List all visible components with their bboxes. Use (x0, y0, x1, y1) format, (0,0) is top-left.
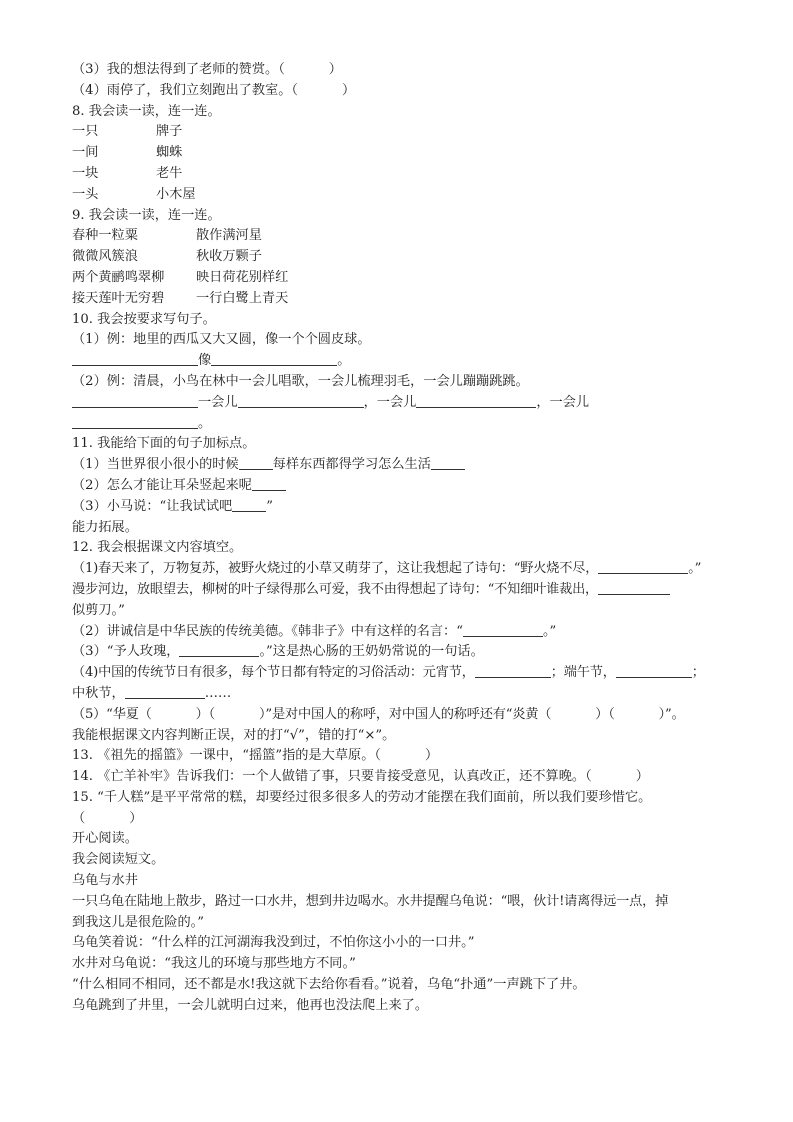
reading-paragraph: 一只乌龟在陆地上散步，路过一口水井，想到井边喝水。水井提醒乌龟说：“喂，伙计!请离得远一点，掉 (72, 893, 669, 909)
judge-intro: 我能根据课文内容判断正误，对的打“√”，错的打“×”。 (72, 727, 396, 743)
q8-row: 一只 牌子 (72, 124, 183, 140)
answer-blank[interactable] (238, 393, 364, 408)
answer-blank[interactable] (211, 351, 337, 366)
q12-title: 12. 我会根据课文内容填空。 (72, 540, 243, 556)
reading-paragraph: “什么相同不相同，还不都是水!我这就下去给你看看。”说着，乌龟“扑通”一声跳下了井。 (72, 977, 586, 993)
answer-blank[interactable] (72, 393, 198, 408)
q12-item1-line3: 似剪刀。” (72, 602, 125, 618)
q12-item4-line2: 中秋节， …… (72, 685, 232, 701)
q14: 14. 《亡羊补牢》告诉我们：一个人做错了事，只要肯接受意见，认真改正，还不算晚。（ ） (72, 769, 649, 785)
q10-title: 10. 我会按要求写句子。 (72, 311, 216, 327)
q9-row: 接天莲叶无穷碧 一行白鹭上青天 (72, 290, 289, 306)
answer-blank[interactable] (463, 622, 543, 637)
reading-paragraph: 到我这儿是很危险的。” (72, 914, 205, 930)
q9-row: 微微风簇浪 秋收万颗子 (72, 249, 262, 265)
q11-item1: （1）当世界很小很小的时候 每样东西都得学习怎么生活 (72, 455, 732, 476)
q8-row: 一间 蜘蛛 (72, 145, 183, 161)
q11-item2: （2）怎么才能让耳朵竖起来呢 (72, 476, 732, 497)
q12-item4-line1: （4)中国的传统节日有很多，每个节日都有特定的习俗活动：元宵节， ；端午节， ； (72, 665, 705, 681)
answer-blank[interactable] (179, 642, 259, 657)
section-reading: 开心阅读。 (72, 831, 138, 847)
q11-item3: （3）小马说：“让我试试吧 ” (72, 498, 273, 514)
q10-answer1: 像 。 (72, 351, 732, 372)
q10-answer2-cont: 。 (72, 414, 732, 435)
answer-blank[interactable] (616, 663, 692, 678)
q9-title: 9. 我会读一读，连一连。 (72, 207, 221, 223)
q15-answer: （ ） (72, 810, 143, 826)
reading-title: 乌龟与水井 (72, 873, 138, 889)
reading-paragraph: 乌龟笑着说：“什么样的江河湖海我没到过，不怕你这小小的一口井。” (72, 935, 475, 951)
punctuation-blank[interactable] (239, 455, 273, 470)
q9-row: 两个黄鹂鸣翠柳 映日荷花别样红 (72, 269, 289, 285)
punctuation-blank[interactable] (252, 476, 286, 491)
q8-title: 8. 我会读一读，连一连。 (72, 103, 221, 119)
q12-item2: （2）讲诚信是中华民族的传统美德。《韩非子》中有这样的名言：“ 。” (72, 623, 557, 639)
q9-row: 春种一粒粟 散作满河星 (72, 228, 262, 244)
section-ability: 能力拓展。 (72, 519, 138, 535)
answer-blank[interactable] (416, 393, 536, 408)
q12-item5: （5）“华夏（ ）（ ）”是对中国人的称呼，对中国人的称呼还有“炎黄（ ）（ ）”。 (72, 706, 685, 722)
answer-blank[interactable] (598, 559, 688, 574)
q10-example2: （2）例：清晨，小鸟在林中一会儿唱歌，一会儿梳理羽毛，一会儿蹦蹦跳跳。 (72, 373, 529, 389)
q13: 13. 《祖先的摇篮》一课中，“摇篮”指的是大草原。（ ） (72, 748, 439, 764)
worksheet-page (72, 60, 732, 1017)
punctuation-blank[interactable] (232, 497, 266, 512)
reading-intro: 我会阅读短文。 (72, 852, 165, 868)
q15: 15. “千人糕”是平平常常的糕，却要经过很多很多人的劳动才能摆在我们面前，所以我们要珍惜它。 (72, 789, 652, 805)
q10-answer2: 一会儿 ，一会儿 ，一会儿 (72, 393, 732, 414)
answer-blank[interactable] (598, 580, 670, 595)
q8-row: 一块 老牛 (72, 165, 183, 181)
q8-row: 一头 小木屋 (72, 186, 196, 202)
answer-blank[interactable] (72, 414, 198, 429)
q7-item4: （4）雨停了，我们立刻跑出了教室。（ ） (72, 82, 356, 98)
punctuation-blank[interactable] (431, 455, 465, 470)
q10-example1: （1）例：地里的西瓜又大又圆，像一个个圆皮球。 (72, 332, 371, 348)
reading-paragraph: 乌龟跳到了井里，一会儿就明白过来，他再也没法爬上来了。 (72, 997, 429, 1013)
q12-item1-line1: （1)春天来了，万物复苏，被野火烧过的小草又萌芽了，这让我想起了诗句：“野火烧不尽， 。” (72, 561, 702, 577)
q12-item3: （3）“予人玫瑰， 。”这是热心肠的王奶奶常说的一句话。 (72, 644, 484, 660)
q11-title: 11. 我能给下面的句子加标点。 (72, 436, 256, 452)
reading-paragraph: 水井对乌龟说：“我这儿的环境与那些地方不同。” (72, 956, 356, 972)
answer-blank[interactable] (475, 663, 551, 678)
q12-item1-line2: 漫步河边，放眼望去，柳树的叶子绿得那么可爱，我不由得想起了诗句：“不知细叶谁裁出， (72, 580, 732, 601)
answer-blank[interactable] (72, 351, 198, 366)
answer-blank[interactable] (125, 684, 205, 699)
q7-item3: （3）我的想法得到了老师的赞赏。（ ） (72, 62, 342, 77)
